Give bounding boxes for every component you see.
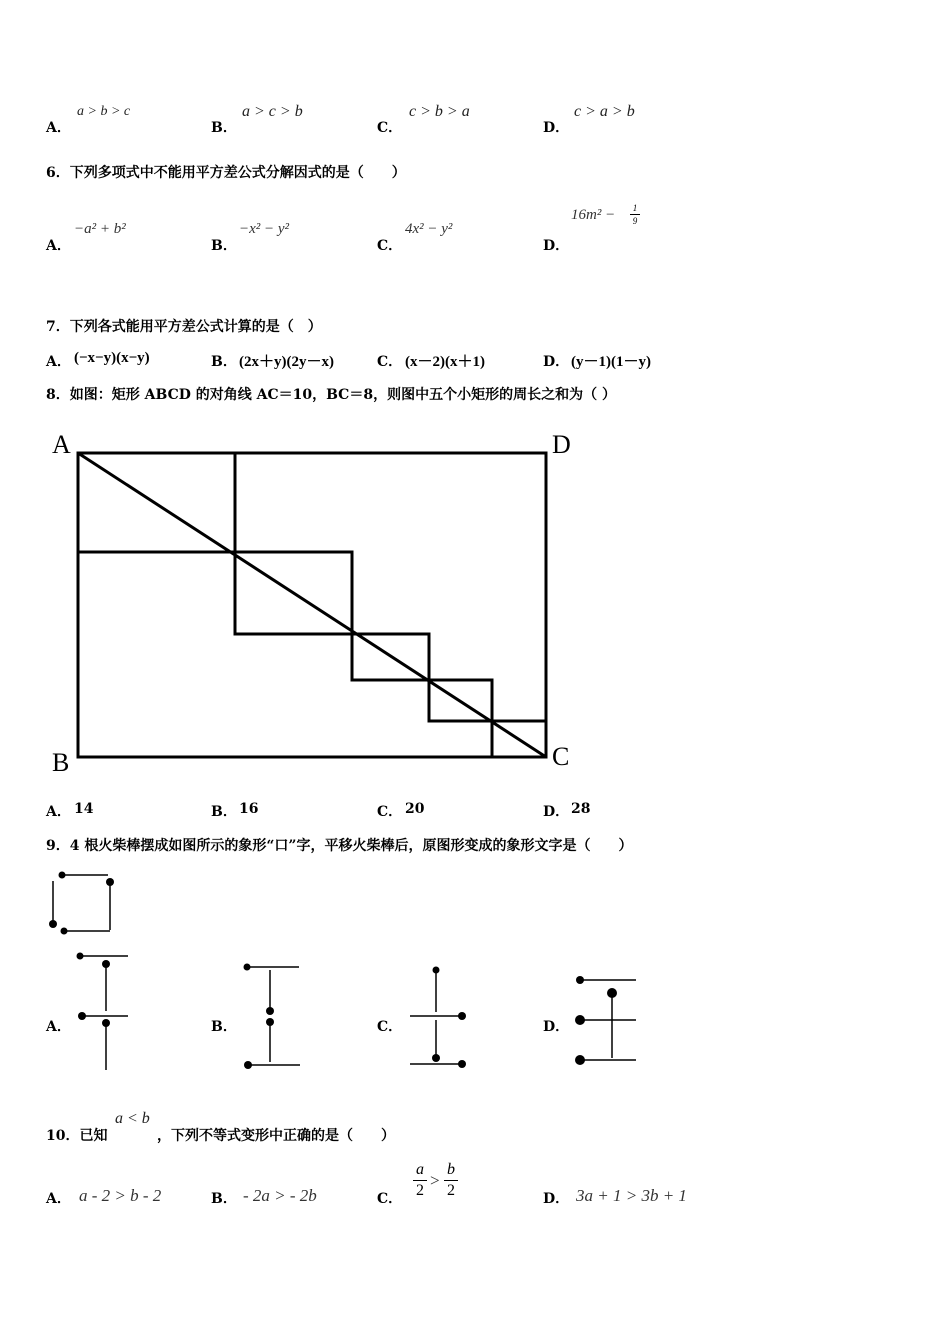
q10-option-d-expr: 3a + 1 > 3b + 1 xyxy=(576,1186,687,1205)
q10-stem-suffix: ，下列不等式变形中正确的是（ ） xyxy=(157,1128,395,1144)
vertex-a-label: A xyxy=(52,430,71,459)
q8-stem: 8．如图：矩形 ABCD 的对角线 AC＝10，BC＝8，则图中五个小矩形的周长之和为（ ） xyxy=(46,387,616,403)
q10-option-c-op: > xyxy=(430,1171,440,1190)
q10-condition: a < b xyxy=(115,1110,150,1127)
q9-option-a-figure xyxy=(66,946,136,1072)
q9-option-a-label: A． xyxy=(46,1019,71,1035)
q10-option-a-expr: a - 2 > b - 2 xyxy=(79,1186,162,1205)
q9-option-b-label: B． xyxy=(211,1019,237,1035)
q9-option-c-figure xyxy=(404,960,476,1072)
q6-option-b-expr: −x² − y² xyxy=(239,221,290,237)
q8-rectangle-figure xyxy=(40,425,600,785)
staircase-lower xyxy=(235,453,492,757)
q8-option-a-label: A． xyxy=(46,804,71,820)
q9-option-b-figure xyxy=(236,960,306,1072)
q5-option-d-label: D． xyxy=(543,120,570,136)
q8-option-c-label: C． xyxy=(377,804,403,820)
q7-option-b-label: B． xyxy=(211,354,237,370)
q6-option-d-fraction xyxy=(630,203,640,226)
q6-option-a-label: A． xyxy=(46,238,71,254)
q10-option-c-den-a: 2 xyxy=(416,1182,424,1199)
q6-option-d-frac-den: 9 xyxy=(632,216,638,226)
q10-option-c-den-b: 2 xyxy=(447,1182,455,1199)
q10-stem-prefix: 10．已知 xyxy=(46,1128,108,1144)
q9-option-d-label: D． xyxy=(543,1019,570,1035)
q8-option-c-value: 20 xyxy=(405,801,425,817)
q5-option-a-expr: a > b > c xyxy=(77,104,131,119)
q7-option-a-expr: (−x−y)(x−y) xyxy=(74,350,150,366)
q9-stem: 9．4 根火柴棒摆成如图所示的象形“口”字，平移火柴棒后，原图形变成的象形文字是（ ） xyxy=(46,838,633,854)
q8-option-d-value: 28 xyxy=(571,801,591,817)
q5-option-d-expr: c > a > b xyxy=(574,103,635,120)
q6-option-c-expr: 4x² − y² xyxy=(405,221,453,237)
q6-option-d-expr: 16m² − xyxy=(571,207,616,223)
q10-option-b-label: B． xyxy=(211,1191,237,1207)
q10-option-b-expr: - 2a > - 2b xyxy=(243,1186,317,1205)
q10-option-d-label: D． xyxy=(543,1191,570,1207)
q8-option-b-label: B． xyxy=(211,804,237,820)
q7-option-a-label: A． xyxy=(46,354,71,370)
q9-option-d-figure xyxy=(568,968,644,1072)
q6-option-d-label: D． xyxy=(543,238,570,254)
vertex-d-label: D xyxy=(552,430,571,459)
q8-option-d-label: D． xyxy=(543,804,570,820)
q5-option-c-label: C． xyxy=(377,120,403,136)
q6-option-b-label: B． xyxy=(211,238,237,254)
diagonal-ac xyxy=(78,453,546,757)
q5-option-a-label: A． xyxy=(46,120,71,136)
q10-option-a-label: A． xyxy=(46,1191,71,1207)
vertex-b-label: B xyxy=(52,748,70,777)
q7-option-c-label: C． xyxy=(377,354,403,370)
q6-option-c-label: C． xyxy=(377,238,403,254)
q5-option-b-expr: a > c > b xyxy=(242,103,303,120)
q6-stem: 6．下列多项式中不能用平方差公式分解因式的是（ ） xyxy=(46,165,406,181)
q10-option-c-label: C． xyxy=(377,1191,403,1207)
vertex-c-label: C xyxy=(552,742,570,771)
q8-option-a-value: 14 xyxy=(74,801,94,817)
q8-option-b-value: 16 xyxy=(239,801,259,817)
q9-matchstick-square-figure xyxy=(44,866,124,938)
q7-option-b-expr: (2x＋y)(2y－x) xyxy=(239,354,334,370)
q6-option-d-frac-num: 1 xyxy=(632,203,638,213)
q5-option-c-expr: c > b > a xyxy=(409,103,470,120)
q7-option-d-expr: (y－1)(1－y) xyxy=(571,354,651,370)
q10-option-c-num-a: a xyxy=(416,1161,424,1178)
q10-option-c-num-b: b xyxy=(447,1161,455,1178)
q10-option-c-frac-left xyxy=(413,1161,427,1200)
q5-option-b-label: B． xyxy=(211,120,237,136)
staircase-upper xyxy=(78,552,546,721)
q7-option-c-expr: (x－2)(x＋1) xyxy=(405,354,485,370)
q7-option-d-label: D． xyxy=(543,354,570,370)
q10-option-c-frac-right xyxy=(444,1161,458,1200)
q7-stem: 7．下列各式能用平方差公式计算的是（ ） xyxy=(46,319,322,335)
q6-option-a-expr: −a² + b² xyxy=(74,221,126,237)
q9-option-c-label: C． xyxy=(377,1019,403,1035)
